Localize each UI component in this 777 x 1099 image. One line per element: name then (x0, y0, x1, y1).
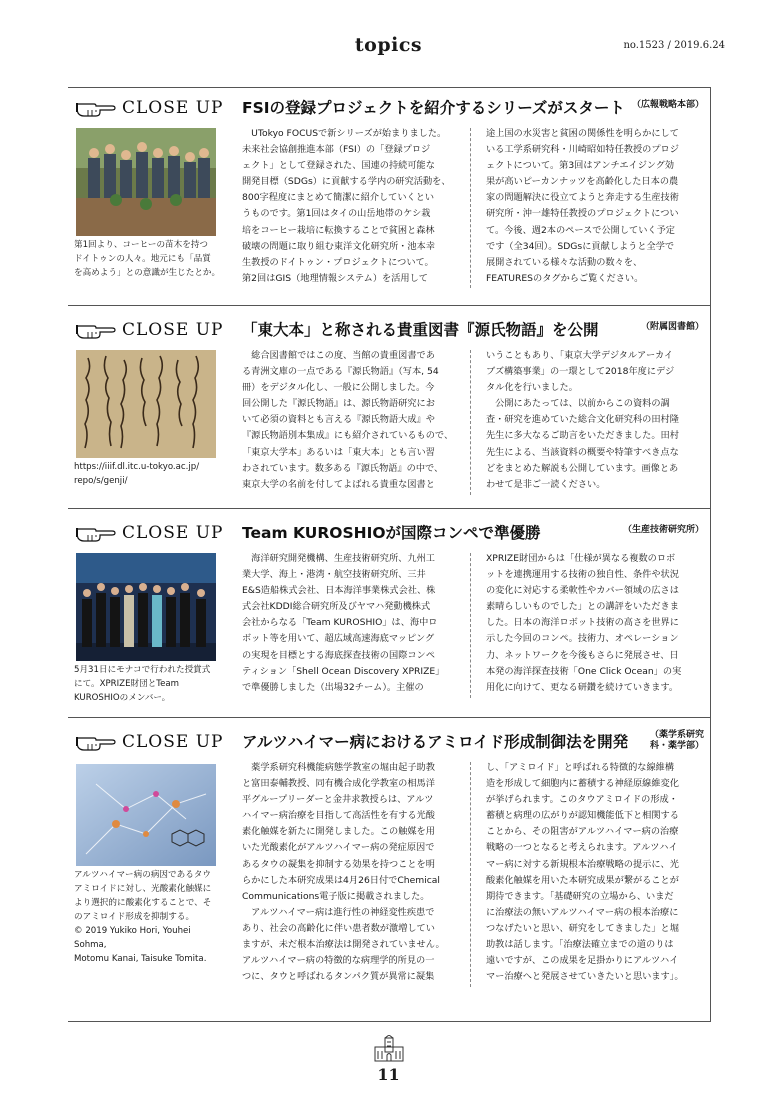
article-title: アルツハイマー病におけるアミロイド形成制御法を開発 (242, 733, 629, 751)
pointing-hand-icon (76, 732, 116, 752)
closeup-label: CLOSE UP (76, 96, 223, 120)
article-body-col1: UTokyo FOCUSで新シリーズが始まりました。 未来社会協創推進本部（FSI）の「登録プロジ ェクト」として登録された、国連の持続可能な 開発目標（SDGs）に貢献する学内の研究活動を、 800字程度にまとめて簡潔に紹介していくとい うものです。第1回はタイの山岳地帯のケシ栽 培をコーヒー栽培に転換することで貧困と森林 破壊の問題に取り組む東洋文化研究所・池本幸 生教授のドイトゥン・プロジェクトについて。 第2回はGIS（地理情報システム）を活用して (242, 128, 451, 284)
pointing-hand-icon (76, 98, 116, 118)
page-header (0, 0, 777, 60)
right-rule (710, 87, 711, 1022)
page-number: 11 (377, 1065, 400, 1084)
section-rule (68, 305, 711, 306)
footer-rule (68, 1021, 711, 1022)
pointing-hand-icon (76, 523, 116, 543)
amyloid-illustration (76, 764, 216, 866)
article-body-col1: 薬学系研究科機能病態学教室の堀由起子助教 と富田泰輔教授、同有機合成化学教室の相馬洋 平グループリーダーと金井求教授らは、アルツ ハイマー病治療を目指して高活性を有する光酸 素化触媒を新たに開発しました。この触媒を用 いた光酸素化がアルツハイマー病の発症原因で あるタウの凝集を抑制する効果を持つことを明 らかにした本研究成果は4月26日付でChemical Communications電子版に掲載されました。 アルツハイマー病は進行性の神経変性疾患で あり、社会の高齢化に伴い患者数が激増してい ますが、未だ根本治療法は開発されていません。 アルツハイマー病の特徴的な病理学的所見の一 つに、タウと呼ばれるタンパク質が異常に凝集 (242, 762, 445, 983)
article-alzheimer (68, 730, 710, 1020)
award-ceremony-photo (76, 553, 216, 661)
article-body-col2: し、「アミロイド」と呼ばれる特徴的な線維構 造を形成して細胞内に蓄積する神経原線維変化 が挙げられます。このタウアミロイドの形成・ 蓄積と病理の広がりが認知機能低下と相関する ことから、その阻害がアルツハイマー病の治療 戦略の一つとなると考えられます。アルツハイ マー病に対する新規根本治療戦略の提示に、光 酸素化触媒を用いた本研究成果が繋がることが 期待できます。「基礎研究の立場から、いまだ に治療法の無いアルツハイマー病の根本治療に つなげたいと思い、研究をしてきました」と堀 助教は話します。「治療法確立までの道のりは 遠いですが、この成果を足掛かりにアルツハイ マー治療へと発展させていきたいと思います」。 (486, 762, 684, 983)
column-divider (470, 128, 471, 288)
article-body-col1: 総合図書館ではこの度、当館の貴重図書であ る青洲文庫の一点である『源氏物語』（写本, 54 冊）をデジタル化し、一般に公開しました。今 回公開した『源氏物語』は、源氏物語研究にお いて必須の資料とも言える『源氏物語大成』や 『源氏物語別本集成』にも紹介されているもので、 「東京大学本」あるいは「東大本」とも言い習 わされています。数多ある『源氏物語』の中で、 東京大学の名前を付してよばれる貴重な図書と (242, 350, 454, 490)
article-body-col1: 海洋研究開発機構、生産技術研究所、九州工 業大学、海上・港湾・航空技術研究所、三井 E&S造船株式会社、日本海洋事業株式会社、株 式会社KDDI総合研究所及びヤマハ発動機株式 会社からなる「Team KUROSHIO」は、海中ロ ボット等を用いて、超広域高速海底マッピング の実現を目標とする海底探査技術の国際コンペ ティション「Shell Ocean Discovery XPRIZE」 で準優勝しました（出場32チーム）。主催の (242, 553, 445, 693)
article-title: FSIの登録プロジェクトを紹介するシリーズがスタート (242, 99, 625, 117)
article-body-col2: XPRIZE財団からは「仕様が異なる複数のロボ ットを連携運用する技術の独自性、条件や状況 の変化に対応する柔軟性やカバー領域の広さは 素晴らしいものでした」との講評をいただきま した。日本の海洋ロボット技術の高さを世界に 示した今回のコンペ。技術力、オペレーション 力、ネットワークを今後もさらに発展させ、日 本発の海洋探査技術「One Click Ocean」の実 用化に向けて、更なる研鑽を続けていきます。 (486, 553, 682, 693)
article-body-col2: いうこともあり、「東京大学デジタルアーカイ ブズ構築事業」の一環として2018年度にデジ タル化を行いました。 公開にあたっては、以前からこの資料の調 査・研究を進めていた総合文化研究科の田村隆 先生に多大なるご助言をいただきました。田村 先生による、当該資料の概要や特筆すべき点な どをまとめた解説も公開しています。画像とあ わせて是非ご一読ください。 (486, 350, 679, 490)
column-divider (470, 553, 471, 698)
coffee-people-photo (76, 128, 216, 236)
article-title: 「東大本」と称される貴重図書『源氏物語』を公開 (242, 321, 599, 339)
article-genji (68, 318, 710, 508)
photo-caption: アルツハイマー病の病因であるタウ アミロイドに対し、光酸素化触媒に より選択的に酸素化することで、そ のアミロイド形成を抑制する。 © 2019 Yukiko Hori, Youhei Sohma, Motomu Kanai, Taisuke Tomita. (74, 870, 212, 964)
department: （広報戦略本部） (631, 100, 704, 110)
yasuda-tower-icon (373, 1035, 405, 1063)
section-rule (68, 717, 711, 718)
column-divider (470, 350, 471, 495)
department: （生産技術研究所） (622, 525, 704, 535)
photo-caption: 第1回より、コーヒーの苗木を持つ ドイトゥンの人々。地元にも「品質 を高めよう」との意識が生じたとか。 (74, 240, 221, 278)
issue-number: no.1523 / 2019.6.24 (623, 40, 725, 51)
photo-caption: 5月31日にモナコで行われた授賞式 にて。XPRIZE財団とTeam KUROSHIOのメンバー。 (74, 665, 211, 703)
closeup-label: CLOSE UP (76, 318, 223, 342)
top-rule (68, 87, 711, 88)
article-body-col2: 途上国の水災害と貧困の関係性を明らかにして いる工学系研究科・川崎昭如特任教授のプロジ ェクトについて。第3回はアンチエイジング効 果が高いピーカンナッツを高齢化した日本の農 家の問題解決に役立てようと奔走する生産技術 研究所・沖一雄特任教授のプロジェクトについ て。今後、週2本のペースで公開していく予定 です（全34回）。SDGsに貢献しようと全学で 展開されている様々な活動の数々を、 FEATURESのタグからご覧ください。 (486, 128, 679, 284)
photo-caption: https://iiif.dl.itc.u-tokyo.ac.jp/ repo/s/genji/ (74, 462, 200, 486)
article-kuroshio (68, 521, 710, 711)
article-fsi (68, 96, 710, 301)
pointing-hand-icon (76, 320, 116, 340)
section-rule (68, 508, 711, 509)
header-topics: topics (354, 34, 423, 56)
genji-manuscript-image (76, 350, 216, 458)
department: （薬学系研究 科・薬学部） (649, 730, 704, 751)
closeup-label: CLOSE UP (76, 521, 223, 545)
department: （附属図書館） (640, 322, 704, 332)
closeup-label: CLOSE UP (76, 730, 223, 754)
column-divider (470, 762, 471, 987)
article-title: Team KUROSHIOが国際コンペで準優勝 (242, 524, 541, 542)
